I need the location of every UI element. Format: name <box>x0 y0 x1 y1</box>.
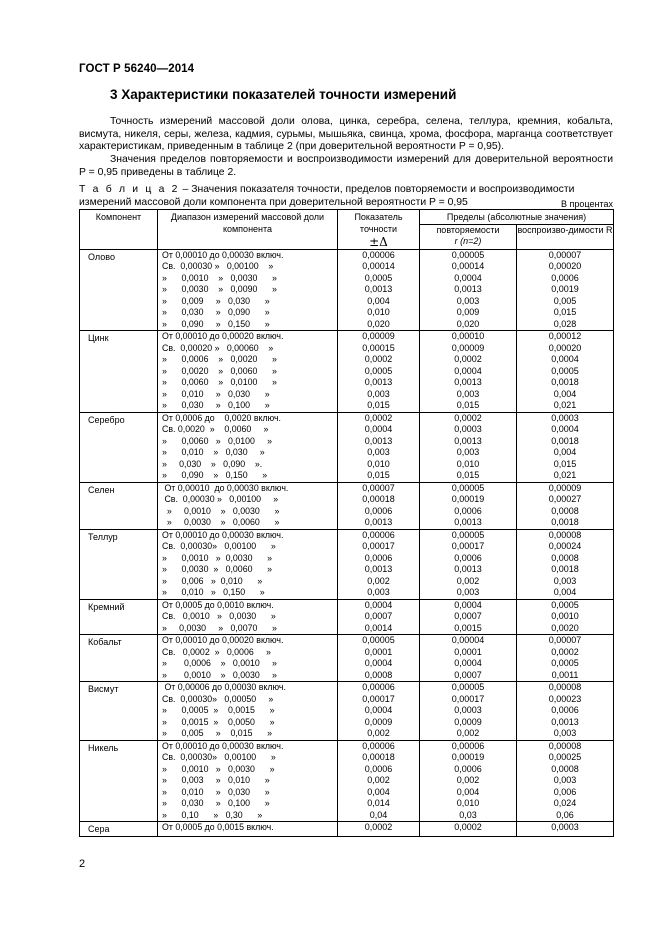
reproducibility-cell <box>517 249 614 331</box>
header-range <box>158 210 338 250</box>
repeatability-cell-line: 0,0004 <box>454 272 482 283</box>
accuracy-cell-line: 0,00006 <box>362 740 395 751</box>
range-cell-line: Св. 0,00030» 0,00100 » <box>162 752 276 762</box>
reproducibility-cell-line: 0,00007 <box>548 249 582 260</box>
reproducibility-cell-line: 0,015 <box>553 307 577 317</box>
range-cell-line: От 0,00010 до 0,00020 включ. <box>162 331 284 341</box>
reproducibility-cell-line: 0,0005 <box>551 599 579 610</box>
range-cell-line: » 0,010 » 0,030 » <box>162 388 270 399</box>
range-cell-line: » 0,010 » 0,150 » <box>162 587 265 597</box>
reproducibility-cell <box>517 635 614 682</box>
accuracy-cell-line: 0,00015 <box>362 342 395 353</box>
reproducibility-cell-line: 0,003 <box>553 575 577 586</box>
repeatability-cell-line: 0,0006 <box>454 552 482 563</box>
reproducibility-cell-line: 0,005 <box>553 295 577 306</box>
repeatability-cell <box>420 740 517 822</box>
repeatability-cell-line: 0,0004 <box>454 658 482 668</box>
repeatability-cell-line: 0,0015 <box>454 622 482 633</box>
reproducibility-cell-line: 0,0008 <box>551 552 579 563</box>
table-caption <box>79 184 613 209</box>
reproducibility-cell <box>517 822 614 837</box>
range-cell-line: » 0,0020 » 0,0060 » <box>162 365 277 376</box>
header-reproducibility: воспроизво-димости R <box>517 225 614 249</box>
reproducibility-cell-line: 0,006 <box>553 786 577 797</box>
accuracy-cell-line: 0,020 <box>367 318 390 329</box>
table-row <box>80 599 614 635</box>
repeatability-cell <box>420 482 517 529</box>
accuracy-cell <box>338 482 420 529</box>
repeatability-cell-line: 0,0002 <box>454 412 482 423</box>
reproducibility-cell-line: 0,0018 <box>551 435 579 446</box>
accuracy-cell-line: 0,0002 <box>364 412 393 423</box>
accuracy-cell-line: 0,00005 <box>362 635 395 645</box>
range-cell-line: » 0,030 » 0,090 ». <box>162 458 263 469</box>
component-cell: Серебро <box>80 412 158 482</box>
component-cell: Селен <box>80 482 158 529</box>
accuracy-cell <box>338 740 420 822</box>
repeatability-cell-line: 0,002 <box>456 775 480 785</box>
reproducibility-cell-line: 0,00008 <box>548 529 582 540</box>
repeatability-cell-line: 0,015 <box>456 400 480 410</box>
range-cell-line: Св. 0,00030» 0,00050 » <box>162 693 274 704</box>
range-cell-line: » 0,0010 » 0,0030 » <box>162 552 273 563</box>
range-cell-line: От 0,0006 до 0,0020 включ. <box>162 412 282 423</box>
table-caption-text: – Значения показателя точности, пределов повторяемости и воспроизводимости измерений массовой доли компонента при доверительной вероятности P = 0,95 <box>79 184 575 208</box>
repeatability-cell-line: 0,0013 <box>454 435 482 446</box>
accuracy-cell-line: 0,0013 <box>364 517 393 527</box>
reproducibility-cell-line: 0,021 <box>553 470 577 480</box>
reproducibility-cell-line: 0,0020 <box>551 622 579 633</box>
reproducibility-cell-line: 0,0018 <box>551 377 579 387</box>
reproducibility-cell-line: 0,003 <box>553 775 577 785</box>
accuracy-cell-line: 0,0009 <box>364 716 393 727</box>
repeatability-cell-line: 0,00014 <box>451 261 485 271</box>
accuracy-cell-line: 0,04 <box>369 809 388 820</box>
repeatability-cell-line: 0,003 <box>456 447 480 457</box>
repeatability-cell-line: 0,0013 <box>454 564 482 574</box>
document-code: ГОСТ Р 56240—2014 <box>79 63 195 75</box>
repeatability-cell-line: 0,0003 <box>454 424 482 434</box>
delta-symbol: ±Δ <box>369 235 388 249</box>
table-body <box>80 249 614 836</box>
accuracy-cell-line: 0,015 <box>367 470 390 480</box>
accuracy-cell-line: 0,003 <box>367 587 390 597</box>
repeatability-cell-line: 0,00017 <box>451 693 485 704</box>
paragraph-limits <box>79 154 613 179</box>
accuracy-cell-line: 0,0002 <box>364 354 393 364</box>
accuracy-cell-line: 0,0004 <box>364 705 393 715</box>
accuracy-cell-line: 0,0013 <box>364 377 393 387</box>
paragraph-limits-text: Значения пределов повторяемости и воспроизводимости измерений для доверительной вероятности P = 0,95 приведены в таблице 2. <box>79 154 613 178</box>
repeatability-cell-line: 0,00005 <box>451 682 485 692</box>
repeatability-cell-line: 0,0006 <box>454 505 482 516</box>
repeatability-cell-line: 0,0007 <box>454 611 482 621</box>
reproducibility-cell-line: 0,004 <box>553 447 577 457</box>
repeatability-cell-line: 0,00004 <box>451 635 485 645</box>
header-limits-text: Пределы (абсолютные значения) <box>446 212 587 222</box>
reproducibility-cell-line: 0,0003 <box>551 822 579 832</box>
range-cell-line: Св. 0,00030 » 0,00100 » <box>162 494 279 504</box>
accuracy-cell-line: 0,014 <box>367 798 390 808</box>
reproducibility-cell-line: 0,0006 <box>551 705 579 715</box>
table-row <box>80 822 614 837</box>
range-cell-line: От 0,00006 до 0,00030 включ. <box>162 682 286 692</box>
precision-table <box>79 209 614 837</box>
reproducibility-cell <box>517 682 614 741</box>
accuracy-cell-line: 0,00017 <box>362 693 395 704</box>
range-cell-line: » 0,0010 » 0,0030 » <box>162 763 275 774</box>
range-cell-line: От 0,0005 до 0,0010 включ. <box>162 599 274 610</box>
table-row <box>80 529 614 599</box>
reproducibility-cell-line: 0,00008 <box>548 682 582 692</box>
range-cell-line: » 0,006 » 0,010 » <box>162 575 263 586</box>
range-cell-line: От 0,00010 до 0,00030 включ. <box>162 529 284 540</box>
reproducibility-cell-line: 0,0018 <box>551 564 579 574</box>
accuracy-cell <box>338 635 420 682</box>
reproducibility-cell-line: 0,00012 <box>548 331 582 341</box>
table-caption-label: Т а б л и ц а 2 <box>79 184 180 195</box>
repeatability-cell-line: 0,010 <box>456 798 480 808</box>
range-cell-line: » 0,030 » 0,090 » <box>162 307 270 317</box>
accuracy-cell-line: 0,0004 <box>364 658 393 668</box>
reproducibility-cell-line: 0,0002 <box>551 646 579 657</box>
range-cell <box>158 682 338 741</box>
page-number: 2 <box>79 858 86 870</box>
range-cell-line: » 0,010 » 0,030 » <box>162 786 270 797</box>
repeatability-cell-line: 0,002 <box>456 575 480 586</box>
reproducibility-cell-line: 0,003 <box>553 728 577 738</box>
repeatability-cell-line: 0,003 <box>456 388 480 399</box>
range-cell-line: » 0,030 » 0,100 » <box>162 400 270 410</box>
reproducibility-cell <box>517 331 614 413</box>
repeatability-cell <box>420 682 517 741</box>
range-cell-line: Св. 0,0002 » 0,0006 » <box>162 646 271 657</box>
reproducibility-cell-line: 0,024 <box>553 798 577 808</box>
reproducibility-cell-line: 0,00025 <box>548 752 582 762</box>
accuracy-cell <box>338 529 420 599</box>
range-cell-line: » 0,10 » 0,30 » <box>162 809 263 820</box>
component-cell: Никель <box>80 740 158 822</box>
range-cell-line: » 0,0006 » 0,0010 » <box>162 658 277 668</box>
accuracy-cell-line: 0,0013 <box>364 564 393 574</box>
range-cell-line: » 0,003 » 0,010 » <box>162 775 270 785</box>
table-units: В процентах <box>561 199 613 209</box>
range-cell-line: » 0,0030 » 0,0070 » <box>162 622 277 633</box>
range-cell-line: » 0,0030 » 0,0060 » <box>162 517 280 527</box>
header-accuracy <box>338 210 420 250</box>
repeatability-cell-line: 0,0001 <box>454 646 482 657</box>
repeatability-cell-line: 0,0009 <box>454 716 482 727</box>
accuracy-cell <box>338 599 420 635</box>
accuracy-cell-line: 0,00006 <box>362 529 395 540</box>
range-cell-line: » 0,090 » 0,150 » <box>162 470 268 480</box>
repeatability-cell-line: 0,004 <box>456 786 480 797</box>
component-cell: Висмут <box>80 682 158 741</box>
accuracy-cell-line: 0,0013 <box>364 284 393 294</box>
accuracy-cell-line: 0,0005 <box>364 365 393 376</box>
range-cell-line: От 0,0005 до 0,0015 включ. <box>162 822 274 832</box>
reproducibility-cell-line: 0,0003 <box>551 412 579 423</box>
accuracy-cell-line: 0,00014 <box>362 261 395 271</box>
reproducibility-cell-line: 0,0010 <box>551 611 579 621</box>
accuracy-cell-line: 0,0006 <box>364 505 393 516</box>
reproducibility-cell <box>517 482 614 529</box>
range-cell-line: » 0,0010 » 0,0030 » <box>162 505 280 516</box>
repeatability-cell-line: 0,0004 <box>454 365 482 376</box>
accuracy-cell-line: 0,00009 <box>362 331 395 341</box>
repeatability-cell-line: 0,003 <box>456 295 480 306</box>
header-component: Компонент <box>80 210 158 250</box>
repeatability-cell-line: 0,003 <box>456 587 480 597</box>
repeatability-cell-line: 0,0003 <box>454 705 482 715</box>
repeatability-cell-line: 0,03 <box>459 809 477 820</box>
accuracy-cell-line: 0,00018 <box>362 494 395 504</box>
accuracy-cell <box>338 249 420 331</box>
range-cell-line: От 0,00010 до 0,00030 включ. <box>162 740 284 751</box>
repeatability-cell-line: 0,015 <box>456 470 480 480</box>
repeatability-cell-line: 0,002 <box>456 728 480 738</box>
reproducibility-cell-line: 0,0006 <box>551 272 579 283</box>
range-cell-line: Св. 0,0020 » 0,0060 » <box>162 424 269 434</box>
repeatability-cell-line: 0,0013 <box>454 377 482 387</box>
range-cell-line: Св. 0,00020 » 0,00060 » <box>162 342 274 353</box>
component-cell: Олово <box>80 249 158 331</box>
range-cell <box>158 331 338 413</box>
reproducibility-cell-line: 0,0011 <box>551 669 579 680</box>
accuracy-cell-line: 0,00018 <box>362 752 395 762</box>
reproducibility-cell-line: 0,0018 <box>551 517 579 527</box>
accuracy-cell-line: 0,0005 <box>364 272 393 283</box>
accuracy-cell <box>338 682 420 741</box>
reproducibility-cell-line: 0,06 <box>556 809 574 820</box>
range-cell-line: » 0,005 » 0,015 » <box>162 728 273 738</box>
section-title: 3 Характеристики показателей точности измерений <box>110 87 457 102</box>
reproducibility-cell-line: 0,0004 <box>551 354 579 364</box>
component-cell: Цинк <box>80 331 158 413</box>
repeatability-cell-line: 0,00005 <box>451 249 485 260</box>
reproducibility-cell-line: 0,00008 <box>548 740 582 751</box>
range-cell-line: » 0,0010 » 0,0030 » <box>162 272 277 283</box>
reproducibility-cell <box>517 740 614 822</box>
range-cell-line: » 0,0015 » 0,0050 » <box>162 716 275 727</box>
repeatability-cell-line: 0,00017 <box>451 541 485 551</box>
paragraph-accuracy <box>79 116 613 154</box>
range-cell <box>158 822 338 837</box>
reproducibility-cell-line: 0,021 <box>553 400 577 410</box>
range-cell-line: От 0,00010 до 0,00020 включ. <box>162 635 284 645</box>
range-cell-line: » 0,090 » 0,150 » <box>162 318 270 329</box>
accuracy-cell-line: 0,00017 <box>362 541 395 551</box>
header-limits <box>420 210 614 225</box>
reproducibility-cell-line: 0,015 <box>553 458 577 469</box>
range-cell-line: » 0,0060 » 0,0100 » <box>162 435 273 446</box>
accuracy-cell-line: 0,010 <box>367 307 390 317</box>
range-cell <box>158 740 338 822</box>
range-cell-line: » 0,0030 » 0,0090 » <box>162 284 277 294</box>
repeatability-cell-line: 0,00019 <box>451 494 485 504</box>
range-cell <box>158 482 338 529</box>
range-cell-line: » 0,009 » 0,030 » <box>162 295 270 306</box>
accuracy-cell-line: 0,0008 <box>364 669 393 680</box>
reproducibility-cell-line: 0,00020 <box>548 261 582 271</box>
accuracy-cell-line: 0,0013 <box>364 435 393 446</box>
range-cell <box>158 635 338 682</box>
accuracy-cell-line: 0,004 <box>367 786 390 797</box>
reproducibility-cell-line: 0,004 <box>553 587 577 597</box>
reproducibility-cell-line: 0,00020 <box>548 342 582 353</box>
reproducibility-cell-line: 0,0005 <box>551 365 579 376</box>
repeatability-cell-line: 0,00006 <box>451 740 485 751</box>
repeatability-cell <box>420 249 517 331</box>
accuracy-cell <box>338 331 420 413</box>
accuracy-cell-line: 0,0002 <box>364 822 393 832</box>
accuracy-cell-line: 0,0004 <box>364 424 393 434</box>
accuracy-cell-line: 0,00006 <box>362 249 395 260</box>
repeatability-cell-line: 0,00019 <box>451 752 485 762</box>
reproducibility-cell-line: 0,028 <box>553 318 577 329</box>
reproducibility-cell-line: 0,0008 <box>551 505 579 516</box>
component-cell: Теллур <box>80 529 158 599</box>
reproducibility-cell-line: 0,004 <box>553 388 577 399</box>
reproducibility-cell-line: 0,00023 <box>548 693 582 704</box>
table-row <box>80 331 614 413</box>
repeatability-cell-line: 0,0013 <box>454 284 482 294</box>
repeatability-cell-line: 0,0002 <box>454 354 482 364</box>
component-cell: Сера <box>80 822 158 837</box>
reproducibility-cell-line: 0,00027 <box>548 494 582 504</box>
table-row <box>80 740 614 822</box>
table-row <box>80 682 614 741</box>
range-cell-line: » 0,0006 » 0,0020 » <box>162 354 277 364</box>
accuracy-cell-line: 0,0007 <box>364 611 393 621</box>
accuracy-cell <box>338 822 420 837</box>
repeatability-cell-line: 0,00005 <box>451 482 485 493</box>
accuracy-cell-line: 0,003 <box>367 388 390 399</box>
reproducibility-cell <box>517 599 614 635</box>
component-cell: Кобальт <box>80 635 158 682</box>
range-cell-line: Св. 0,00030» 0,00100 » <box>162 541 276 551</box>
reproducibility-cell <box>517 412 614 482</box>
reproducibility-cell-line: 0,0019 <box>551 284 579 294</box>
accuracy-cell-line: 0,002 <box>367 575 390 586</box>
component-cell: Кремний <box>80 599 158 635</box>
reproducibility-cell-line: 0,0008 <box>551 763 579 774</box>
repeatability-cell-line: 0,00010 <box>451 331 485 341</box>
range-cell-line: » 0,0060 » 0,0100 » <box>162 377 277 387</box>
repeatability-cell-line: 0,0002 <box>454 822 482 832</box>
range-cell-line: » 0,030 » 0,100 » <box>162 798 270 808</box>
accuracy-cell-line: 0,0006 <box>364 552 393 563</box>
accuracy-cell-line: 0,0014 <box>364 622 393 633</box>
range-cell-line: » 0,0005 » 0,0015 » <box>162 705 275 715</box>
range-cell-line: От 0,00010 до 0,00030 включ. <box>162 482 289 493</box>
accuracy-cell-line: 0,00006 <box>362 682 395 692</box>
paragraph-accuracy-text: Точность измерений массовой доли олова, цинка, серебра, селена, теллура, кремния, кобальта, висмута, никеля, серы, железа, кадмия, сурьмы, мышьяка, свинца, хрома, фосфора, марганца соответствует характеристикам, приведенным в таблице 2 (при доверительной вероятности P = 0,95). <box>79 116 613 153</box>
range-cell <box>158 249 338 331</box>
accuracy-cell-line: 0,0001 <box>364 646 393 657</box>
table-row <box>80 249 614 331</box>
range-cell <box>158 529 338 599</box>
header-repeatability <box>420 225 517 249</box>
range-cell-line: » 0,0030 » 0,0060 » <box>162 564 273 574</box>
repeatability-cell <box>420 635 517 682</box>
range-cell-line: Св. 0,00030 » 0,00100 » <box>162 261 274 271</box>
reproducibility-cell-line: 0,00009 <box>548 482 582 493</box>
range-cell-line: От 0,00010 до 0,00030 включ. <box>162 249 284 260</box>
repeatability-cell-line: 0,0004 <box>454 599 482 610</box>
accuracy-cell-line: 0,002 <box>367 728 390 738</box>
repeatability-cell-line: 0,00005 <box>451 529 485 540</box>
table-row <box>80 635 614 682</box>
repeatability-cell-line: 0,010 <box>456 458 480 469</box>
header-repeatability-symbol: r (n=2) <box>454 235 482 246</box>
range-cell <box>158 599 338 635</box>
header-accuracy-text: Показатель точности <box>354 212 403 234</box>
accuracy-cell <box>338 412 420 482</box>
reproducibility-cell <box>517 529 614 599</box>
accuracy-cell-line: 0,015 <box>367 400 390 410</box>
accuracy-cell-line: 0,0006 <box>364 763 393 774</box>
reproducibility-cell-line: 0,0013 <box>551 716 579 727</box>
repeatability-cell <box>420 529 517 599</box>
accuracy-cell-line: 0,003 <box>367 447 390 457</box>
repeatability-cell-line: 0,0013 <box>454 517 482 527</box>
repeatability-cell <box>420 331 517 413</box>
table-row <box>80 412 614 482</box>
repeatability-cell <box>420 599 517 635</box>
repeatability-cell-line: 0,0007 <box>454 669 482 680</box>
header-range-text: Диапазон измерений массовой доли компонента <box>170 212 325 234</box>
repeatability-cell-line: 0,009 <box>456 307 480 317</box>
accuracy-cell-line: 0,00007 <box>362 482 395 493</box>
reproducibility-cell-line: 0,0005 <box>551 658 579 668</box>
reproducibility-cell-line: 0,0004 <box>551 424 579 434</box>
range-cell-line: Св. 0,0010 » 0,0030 » <box>162 611 276 621</box>
range-cell-line: » 0,010 » 0,030 » <box>162 447 265 457</box>
table-row <box>80 482 614 529</box>
range-cell-line: » 0,0010 » 0,0030 » <box>162 669 277 680</box>
accuracy-cell-line: 0,0004 <box>364 599 393 610</box>
accuracy-cell-line: 0,010 <box>367 458 390 469</box>
repeatability-cell <box>420 822 517 837</box>
reproducibility-cell-line: 0,00024 <box>548 541 582 551</box>
header-repeatability-text: повторяемости <box>436 225 500 236</box>
repeatability-cell-line: 0,020 <box>456 318 480 329</box>
repeatability-cell-line: 0,00009 <box>451 342 485 353</box>
range-cell <box>158 412 338 482</box>
repeatability-cell-line: 0,0006 <box>454 763 482 774</box>
accuracy-cell-line: 0,004 <box>367 295 390 306</box>
repeatability-cell <box>420 412 517 482</box>
accuracy-cell-line: 0,002 <box>367 775 390 785</box>
reproducibility-cell-line: 0,00007 <box>548 635 582 645</box>
